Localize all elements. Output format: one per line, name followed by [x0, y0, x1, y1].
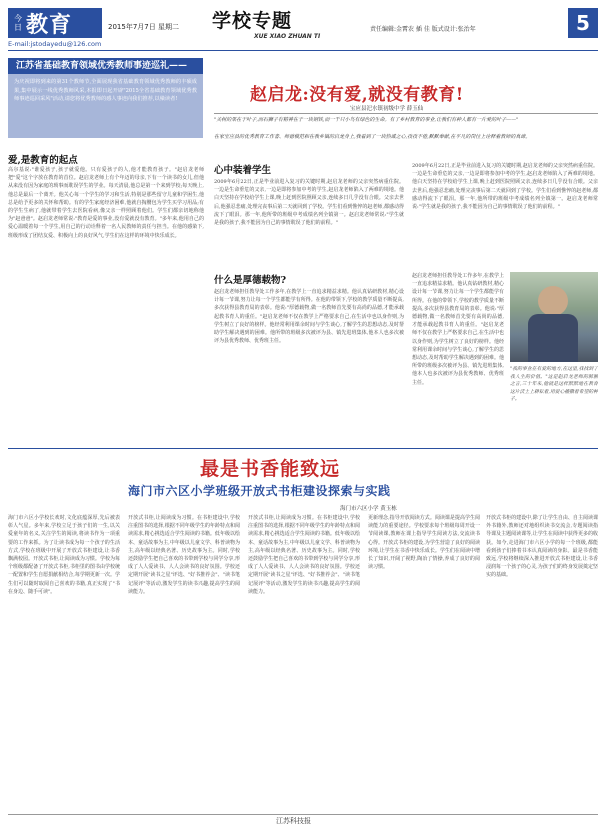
editor-line: 责任编辑:金霄农 插 佳 版式设计:张治年 [370, 26, 476, 33]
article1-sec3-body: 赵启龙老师担任教导处工作多年,在教学上一直追求精益求精。他认真钻研教材,精心设计每一节课,努力让每一个学生都能学有所得。在他的带领下,学校的教学质量不断提高,多次获得县教育局的表彰。他说:"厚德载物,做一名教师首先要有高尚的品德,才能承载起教书育人的重任。"赵启龙老师不仅在教学上严格要求自己,在生活中也以身作则,为学生树立了良好的榜样。他经常利用课余时间与学生谈心,了解学生的思想动态,及时帮助学生解决遇到的困难。他所带的班级多次被评为县、镇先进班集体,他本人也多次被评为县优秀教师、优秀班主任。 [214, 289, 404, 345]
date-line: 2015年7月7日 星期二 [108, 23, 179, 31]
series-title-bar [8, 58, 203, 74]
teacher-photo [510, 272, 598, 362]
article1-byline: 宝应县汜水镇初级中学 薛玉仙 [350, 106, 424, 112]
article2-title: 最是书香能致远 [200, 458, 341, 480]
page-number: 5 [576, 11, 590, 35]
series-intro: 为庆祝即将到来的第31个教师节,全面展现我省基础教育领域优秀教师的丰硕成果,集中展示一线优秀教师风采,本报即日起开辟"2015全省基础教育领域优秀教师事迹巡回采风"活动,请您将优秀教师的感人事迹向我们推荐,以飨读者! [14, 79, 197, 102]
article2-subtitle: 海门市六区小学班级开放式书柜建设探索与实践 [128, 484, 391, 498]
article1-lede: "关树的果在于叶子,而石狮子有精神在于一块钢铁,而一千只小鸟有绿色的生命。有了乡村教育的事业,让我们有种人都有一片爱的叶子——" [214, 117, 519, 123]
photo-caption: "我的事业在有爱的地方,在这里,我找到了我人生的价值。"这是赵启龙老师的肺腑之言,三十年来,他就是这样默默地在教育这片沃土上耕耘着,用爱心播撒着希望的种子。 [510, 367, 598, 403]
masthead [0, 0, 606, 56]
article2-divider [8, 448, 598, 449]
footer-paper-name: 江苏科技报 [276, 817, 311, 825]
page-number-box [568, 8, 598, 38]
brand-top: 今日 [14, 14, 22, 32]
footer-rule [8, 814, 598, 815]
section-title: 学校专题 [212, 10, 293, 32]
article1-sec2-body: 2009年6月22日,正是毕业前进入复习的关键时期,赵启龙老师的父亲突然病重住院。一边是生命垂危的父亲,一边是即将参加中考的学生,赵启龙老师陷入了两难的境地。他白天坚持在学校给学生上课,晚上赶到医院照顾父亲,连续多日几乎没有合眼。父亲去世后,他强忍悲痛,处理完丧事后第二天就回到了学校。学生们看到憔悴的赵老师,都感动得流下了眼泪。那一年,他所带的班级中考成绩名列全镇第一。赵启龙老师常说:"学生就是我的孩子,我不能因为自己的事情耽误了他们的前程。" [214, 179, 404, 227]
article1-sec3-head: 什么是厚德载物? [214, 275, 287, 286]
article2-byline: 海门市六区小学 黄玉栋 [340, 506, 397, 512]
series-title: 江苏省基础教育领域优秀教师事迹巡礼—— [16, 61, 188, 71]
article2-col1: 海门市六区小学校长欢时,文化底蕴深厚,先后被表彰人气星。多年来,学校立足于孩子们的一生,以关爱童年的名义,关注学生的阅读,将读书作为一项重要的工作来抓。为了让读书成为每一个孩子的生活方式,学校在班级中开展了开放式书柜建设,让书香飘满校园。开放式书柜,让阅读成为习惯。学校为每个班级都配备了开放式书柜,书柜里的图书由学校统一配置和学生自愿捐献相结合,每学期更新一次。学生们可以随时取阅自己喜欢的书籍,真正实现了"书在身边、随手可读"。 [8, 515, 120, 595]
brand-title: 教育 [26, 12, 73, 38]
article2-col3: 开放式书柜,让阅读成为习惯。在书柜建设中,学校注重图书的选择,根据不同年级学生的年龄特点和阅读需求,精心挑选适合学生阅读的书籍。低年级以绘本、童话故事为主,中年级以儿童文学、科普读物为主,高年级以经典名著、历史故事为主。同时,学校还鼓励学生把自己喜欢的书带到学校与同学分享,形成了人人爱读书、人人会读书的良好氛围。学校还定期开展"读书之星"评选、"好书推荐会"、"读书笔记展评"等活动,激发学生的读书兴趣,提高学生的阅读能力。 [248, 515, 360, 595]
article1-col3-body: 2009年6月22日,正是毕业前进入复习的关键时期,赵启龙老师的父亲突然病重住院。一边是生命垂危的父亲,一边是即将参加中考的学生,赵启龙老师陷入了两难的境地。他白天坚持在学校给学生上课,晚上赶到医院照顾父亲,连续多日几乎没有合眼。父亲去世后,他强忍悲痛,处理完丧事后第二天就回到了学校。学生们看到憔悴的赵老师,都感动得流下了眼泪。那一年,他所带的班级中考成绩名列全镇第一。赵启龙老师常说:"学生就是我的孩子,我不能因为自己的事情耽误了他们的前程。" [412, 163, 598, 211]
teacher-photo-body [528, 314, 578, 362]
masthead-rule [8, 50, 598, 51]
article1-sec1-body: 高尔基说:"谁爱孩子,孩子就爱他。只有爱孩子的人,他才能教育孩子。"赵启龙老师把"爱"这个字放在教育的首位。赵启龙老师上有个年迈的母亲,下有一个读书的女儿,但他从来没有因为家庭的琐事而耽误学生的学业。每天清晨,他总是第一个来到学校;每天晚上,他总是最后一个离开。他关心每一个学生的学习和生活,特别是那些留守儿童和学困生,他总是给予更多的关怀和帮助。有的学生家庭经济困难,他就自掏腰包为学生买学习用品;有的学生生病了,他就带着学生去医院看病,像父亲一样照顾着他们。学生们都亲切地称他为"赵爸爸"。赵启龙老师常说:"教育是爱的事业,没有爱就没有教育。"多年来,他用自己的爱心温暖着每一个学生,用自己的行动诠释着一名人民教师的责任与担当。在他的感染下,班级形成了团结友爱、积极向上的良好风气,学生们在这样的环境中快乐成长。 [8, 167, 204, 239]
series-banner [8, 58, 203, 138]
article2-col4: 更新理念,指导开放阅读方式。阅读课是提高学生阅读能力的重要途径。学校要求每个班级每周开设一节阅读课,教师在课上指导学生阅读方法,交流读书心得。开放式书柜的建设,为学生营造了良好的阅读环境,让学生在书香中快乐成长。学生们在阅读中增长了知识,开阔了视野,陶冶了情操,养成了良好的阅读习惯。 [368, 515, 480, 571]
section-pinyin: XUE XIAO ZHUAN TI [254, 33, 321, 40]
brand-block [8, 8, 102, 38]
article1-lede2: 在家宝应县的优秀教育工作者、师德模范和在我乡镇的启龙身上,我看到了一块热诚之心,孜孜不倦,默默奉献,在平凡的岗位上诠释着教师的真谛。 [214, 134, 531, 140]
article1-sec2-head: 心中装着学生 [214, 165, 272, 176]
article2-col5: 开放式书柜的建设中,除了让学生自由、自主阅读课外书籍外,教师还对地组织读书交流会,专题阅读指导课及主题阅读课等,让学生在阅读中获得更多的收获。如今,走进海门市六区小学的每一个班级,都能看到孩子们捧着书本认真阅读的身影。最是书香能致远,学校将继续深入推进开放式书柜建设,让书香浸润每一个孩子的心灵,为孩子们的终身发展奠定坚实的基础。 [486, 515, 598, 579]
article1-byline-rule [214, 113, 598, 114]
email: E-mail:jstodayedu@126.com [8, 40, 102, 48]
article1-title: 赵启龙:没有爱,就没有教育! [250, 85, 464, 105]
article2-col2: 开放式书柜,让阅读成为习惯。在书柜建设中,学校注重图书的选择,根据不同年级学生的年龄特点和阅读需求,精心挑选适合学生阅读的书籍。低年级以绘本、童话故事为主,中年级以儿童文学、科普读物为主,高年级以经典名著、历史故事为主。同时,学校还鼓励学生把自己喜欢的书带到学校与同学分享,形成了人人爱读书、人人会读书的良好氛围。学校还定期开展"读书之星"评选、"好书推荐会"、"读书笔记展评"等活动,激发学生的读书兴趣,提高学生的阅读能力。 [128, 515, 240, 595]
article1-sec3-body-cont: 赵启龙老师担任教导处工作多年,在教学上一直追求精益求精。他认真钻研教材,精心设计每一节课,努力让每一个学生都能学有所得。在他的带领下,学校的教学质量不断提高,多次获得县教育局的表彰。他说:"厚德载物,做一名教师首先要有高尚的品德,才能承载起教书育人的重任。"赵启龙老师不仅在教学上严格要求自己,在生活中也以身作则,为学生树立了良好的榜样。他经常利用课余时间与学生谈心,了解学生的思想动态,及时帮助学生解决遇到的困难。他所带的班级多次被评为县、镇先进班集体,他本人也多次被评为县优秀教师、优秀班主任。 [412, 273, 504, 386]
article1-sec1-head: 爱,是教育的起点 [8, 155, 78, 166]
section-title-box [212, 6, 362, 48]
teacher-photo-figure [538, 286, 568, 316]
